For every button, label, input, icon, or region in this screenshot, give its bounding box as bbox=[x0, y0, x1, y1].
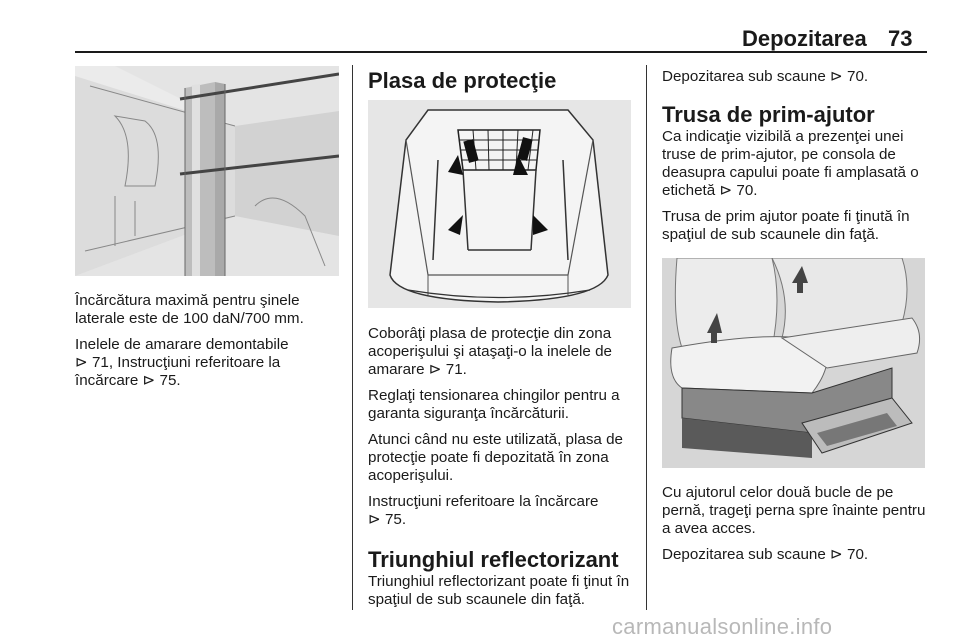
reference-arrow-icon: ⊳ bbox=[830, 546, 843, 563]
page-number: 73 bbox=[888, 26, 913, 51]
text-fragment: 70. bbox=[736, 182, 758, 199]
reference-arrow-icon: ⊳ bbox=[830, 68, 843, 85]
watermark: carmanualsonline.info bbox=[612, 614, 833, 639]
tension-straps-text: Reglaţi tensionarea chingilor pentru a garanta siguranţa încărcăturii. bbox=[368, 387, 620, 422]
section-heading-cargo-net: Plasa de protecţie bbox=[368, 68, 557, 93]
page-header-title: Depozitarea bbox=[742, 26, 867, 51]
loading-instructions-ref bbox=[368, 493, 640, 529]
first-aid-label-text bbox=[662, 128, 932, 200]
column-1 bbox=[75, 292, 345, 398]
header-rule bbox=[75, 51, 927, 53]
rail-load-text: Încărcătura maximă pentru şinele laterale este de 100 daN/700 mm. bbox=[75, 292, 304, 327]
text-fragment: 71, Instrucţiuni referitoare la încărcare bbox=[75, 354, 281, 389]
text-fragment: 70. bbox=[847, 546, 869, 563]
text-fragment: 70. bbox=[847, 68, 869, 85]
column-2-body bbox=[368, 325, 640, 617]
reference-arrow-icon: ⊳ bbox=[719, 182, 733, 199]
removable-rings-text bbox=[75, 336, 345, 390]
text-fragment: 75. bbox=[159, 372, 181, 389]
text-fragment: Coborâţi plasa de protecţie din zona acoperişului şi ataşaţi-o la inelele de amarare bbox=[368, 325, 612, 378]
lower-net-text bbox=[368, 325, 640, 379]
reference-arrow-icon: ⊳ bbox=[368, 511, 381, 528]
warning-triangle-text: Triunghiul reflectorizant poate fi ţinut în spaţiul de sub scaunele din faţă. bbox=[368, 573, 630, 608]
text-fragment: 71. bbox=[445, 361, 467, 378]
text-fragment: Ca indicaţie vizibilă a prezenţei unei truse de prim-ajutor, pe consola de deasupra capului poate fi amplasată o etichetă bbox=[662, 128, 919, 199]
under-seat-storage-ref-2 bbox=[662, 546, 932, 564]
cargo-net-illustration bbox=[368, 100, 631, 308]
section-heading-warning-triangle: Triunghiul reflectorizant bbox=[368, 547, 619, 572]
reference-arrow-icon: ⊳ bbox=[142, 372, 156, 389]
column-separator bbox=[646, 65, 647, 610]
front-seat-storage-illustration bbox=[662, 258, 925, 468]
cargo-rail-illustration bbox=[75, 66, 339, 276]
text-fragment: Instrucţiuni referitoare la încărcare bbox=[368, 493, 599, 510]
net-storage-text: Atunci când nu este utilizată, plasa de protecţie poate fi depozitată în zona acoperişului. bbox=[368, 431, 623, 484]
pull-cushion-text: Cu ajutorul celor două bucle de pe pernă, trageţi perna spre înainte pentru a avea acces. bbox=[662, 484, 926, 537]
column-2 bbox=[368, 68, 638, 94]
text-fragment: Depozitarea sub scaune bbox=[662, 546, 826, 563]
reference-arrow-icon: ⊳ bbox=[75, 354, 88, 371]
reference-arrow-icon: ⊳ bbox=[428, 361, 442, 378]
section-heading-first-aid: Trusa de prim-ajutor bbox=[662, 102, 875, 127]
column-3 bbox=[662, 68, 932, 252]
column-3-body bbox=[662, 484, 932, 572]
under-seat-storage-ref bbox=[662, 68, 932, 86]
column-separator bbox=[352, 65, 353, 610]
text-fragment: Inelele de amarare demontabile bbox=[75, 336, 289, 353]
text-fragment: Depozitarea sub scaune bbox=[662, 68, 826, 85]
text-fragment: 75. bbox=[384, 511, 407, 528]
first-aid-storage-text: Trusa de prim ajutor poate fi ţinută în spaţiul de sub scaunele din faţă. bbox=[662, 208, 910, 243]
